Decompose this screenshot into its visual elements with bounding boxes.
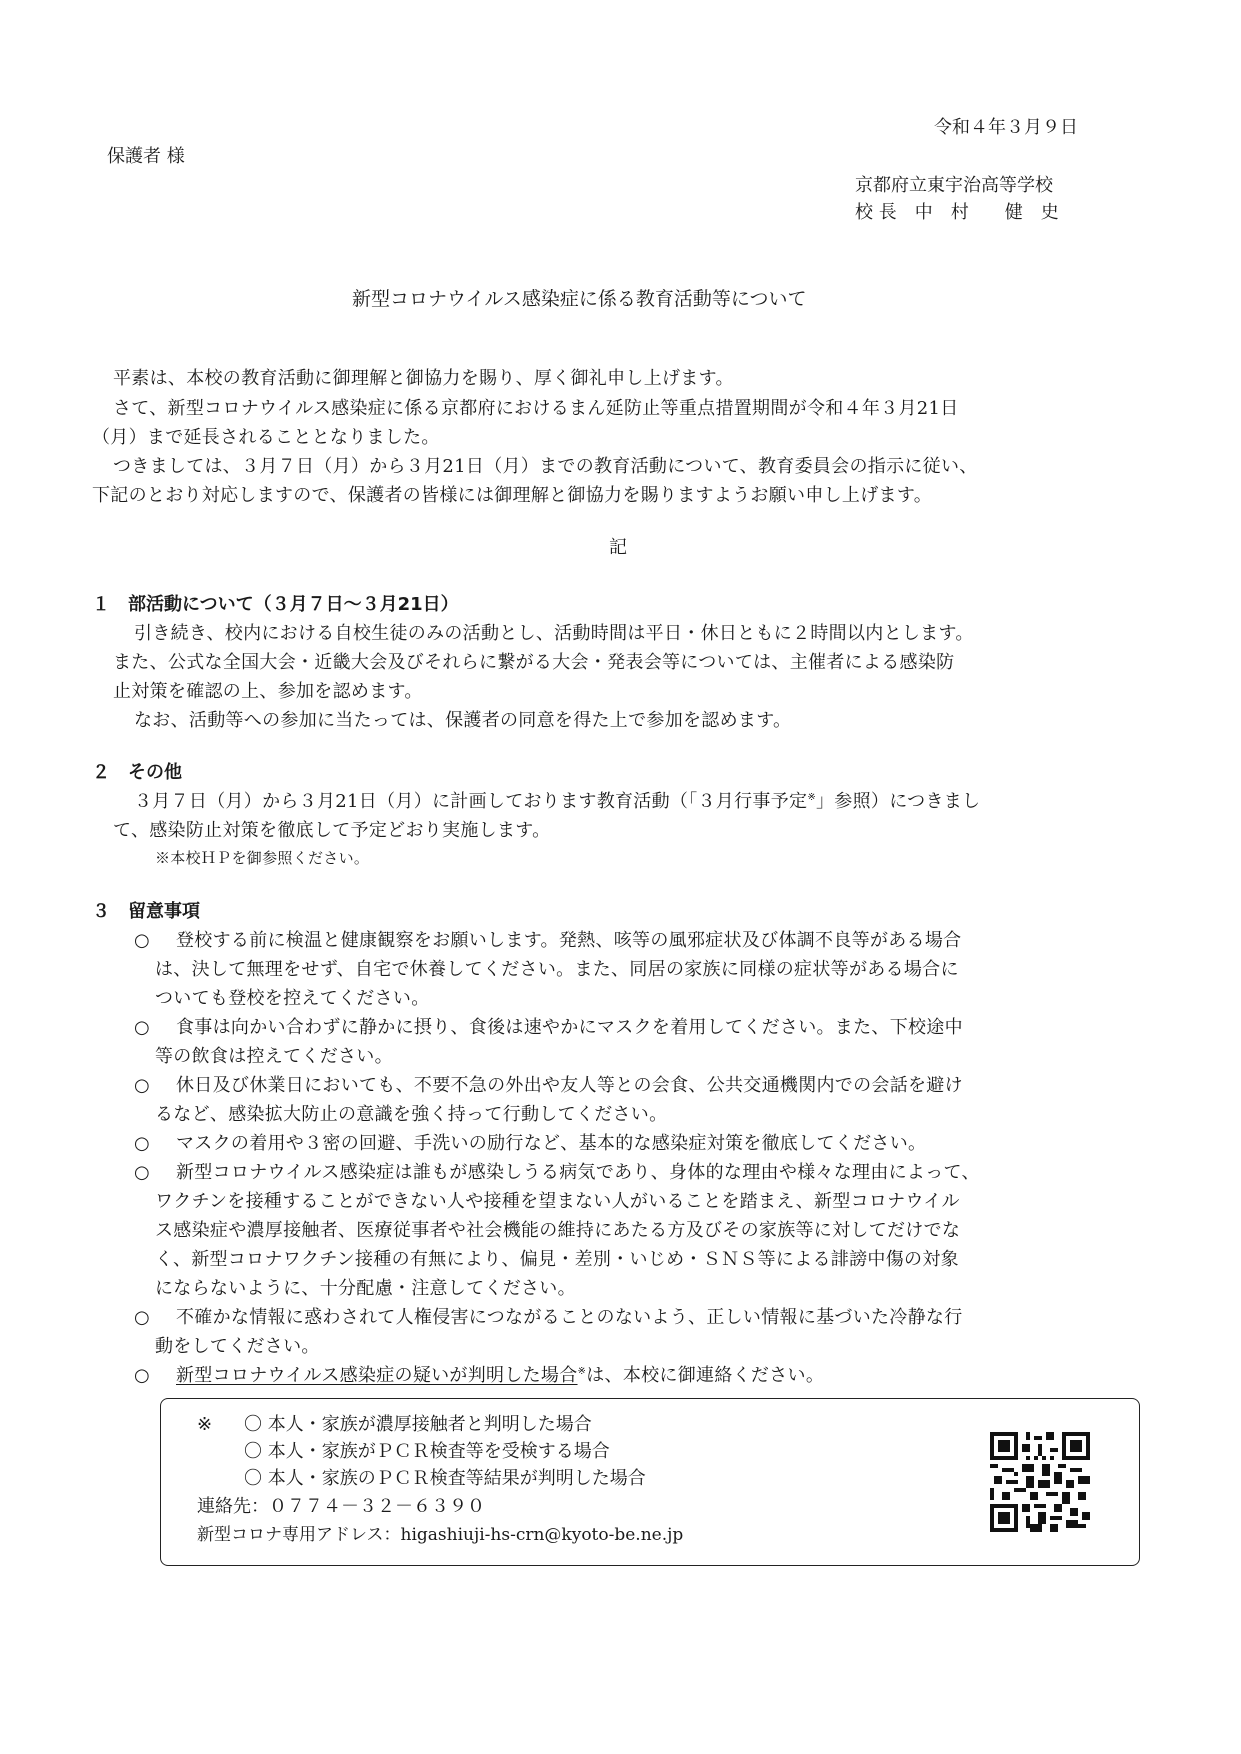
section-2-line	[134, 793, 980, 811]
section-2-heading: ２ その他	[92, 762, 182, 783]
section-3-heading: ３ 留意事項	[92, 901, 200, 922]
precaution-line: 不確かな情報に惑わされて人権侵害につながることのないよう、正しい情報に基づいた冷静な行	[176, 1307, 963, 1328]
case-line: 〇 本人・家族がＰＣＲ検査等を受検する場合	[244, 1441, 610, 1462]
section-2-note: ※本校ＨＰを御参照ください。	[155, 849, 370, 867]
section-1-line: 止対策を確認の上、参加を認めます。	[113, 681, 423, 702]
bullet-icon: ○	[134, 1017, 151, 1038]
intro-line: 平素は、本校の教育活動に御理解と御協力を賜り、厚く御礼申し上げます。	[113, 368, 734, 389]
principal-name: 校 長 中 村 健 史	[855, 202, 1059, 223]
precaution-line: ワクチンを接種することができない人や接種を望まない人がいることを踏まえ、新型コロナウイル	[155, 1191, 960, 1212]
precaution-line: 休日及び休業日においても、不要不急の外出や友人等との会食、公共交通機関内での会話を避け	[176, 1075, 963, 1096]
precaution-line: 等の飲食は控えてください。	[155, 1046, 393, 1067]
intro-line: 下記のとおり対応しますので、保護者の皆様には御理解と御協力を賜りますようお願い申し上げます。	[92, 485, 932, 506]
case-line: 〇 本人・家族のＰＣＲ検査等結果が判明した場合	[244, 1468, 646, 1489]
section-1-heading: １ 部活動について（３月７日～３月21日）	[92, 594, 459, 615]
intro-line: さて、新型コロナウイルス感染症に係る京都府におけるまん延防止等重点措置期間が令和４年３月21日	[113, 398, 959, 419]
intro-line: （月）まで延長されることとなりました。	[92, 427, 440, 448]
qr-code-icon[interactable]	[990, 1432, 1090, 1532]
document-date: 令和４年３月９日	[934, 117, 1078, 138]
note-mark: ※	[807, 792, 816, 803]
bullet-icon: ○	[134, 1162, 151, 1183]
precaution-line: 食事は向かい合わずに静かに摂り、食後は速やかにマスクを着用してください。また、下校途中	[176, 1017, 963, 1038]
precaution-line: マスクの着用や３密の回避、手洗いの励行など、基本的な感染症対策を徹底してください。	[176, 1133, 927, 1154]
section-1-line: また、公式な全国大会・近畿大会及びそれらに繋がる大会・発表会等については、主催者による感染防	[113, 652, 955, 673]
bullet-icon: ○	[134, 1365, 151, 1386]
section-1-line: なお、活動等への参加に当たっては、保護者の同意を得た上で参加を認めます。	[134, 710, 792, 731]
precaution-line: るなど、感染拡大防止の意識を強く持って行動してください。	[155, 1104, 668, 1125]
page-title: 新型コロナウイルス感染症に係る教育活動等について	[352, 288, 807, 310]
precaution-line: く、新型コロナワクチン接種の有無により、偏見・差別・いじめ・ＳＮＳ等による誹謗中傷の対象	[155, 1249, 959, 1270]
precaution-line: にならないように、十分配慮・注意してください。	[155, 1278, 576, 1299]
precaution-line: 登校する前に検温と健康観察をお願いします。発熱、咳等の風邪症状及び体調不良等がある場合	[176, 930, 962, 951]
section-1-line: 引き続き、校内における自校生徒のみの活動とし、活動時間は平日・休日ともに２時間以内とします。	[134, 623, 974, 644]
contact-phone: 連絡先：０７７４－３２－６３９０	[197, 1496, 485, 1517]
precaution-line: ついても登校を控えてください。	[155, 988, 430, 1009]
school-name: 京都府立東宇治高等学校	[855, 175, 1053, 196]
section-2-line-text: ３月７日（月）から３月21日（月）に計画しております教育活動（「３月行事予定	[134, 791, 808, 812]
contact-email[interactable]: 新型コロナ専用アドレス：higashiuji-hs-crn@kyoto-be.ne.jp	[197, 1525, 684, 1545]
box-mark: ※	[197, 1414, 213, 1435]
precaution-line: は、決して無理をせず、自宅で休養してください。また、同居の家族に同様の症状等がある場合に	[155, 959, 959, 980]
precaution-line: 新型コロナウイルス感染症は誰もが感染しうる病気であり、身体的な理由や様々な理由によって、	[176, 1162, 980, 1183]
bullet-icon: ○	[134, 930, 151, 951]
case-line: 〇 本人・家族が濃厚接触者と判明した場合	[244, 1414, 592, 1435]
intro-line: つきましては、３月７日（月）から３月21日（月）までの教育活動について、教育委員会の指示に従い、	[113, 456, 978, 477]
bullet-icon: ○	[134, 1075, 151, 1096]
note-mark: ※	[577, 1366, 587, 1377]
section-2-line-text: 」参照）につきまし	[816, 791, 981, 812]
section-2-line: て、感染防止対策を徹底して予定どおり実施します。	[113, 820, 551, 841]
bullet-icon: ○	[134, 1307, 151, 1328]
recipient: 保護者 様	[107, 146, 185, 167]
precaution-line: 動をしてください。	[155, 1336, 320, 1357]
ki-marker: 記	[609, 537, 627, 558]
precaution-line	[176, 1367, 824, 1385]
precaution-line: ス感染症や濃厚接触者、医療従事者や社会機能の維持にあたる方及びその家族等に対してだけでな	[155, 1220, 961, 1241]
bullet-icon: ○	[134, 1133, 151, 1154]
suspected-case-text: 新型コロナウイルス感染症の疑いが判明した場合	[176, 1365, 578, 1386]
precaution-rest: は、本校に御連絡ください。	[586, 1365, 825, 1386]
